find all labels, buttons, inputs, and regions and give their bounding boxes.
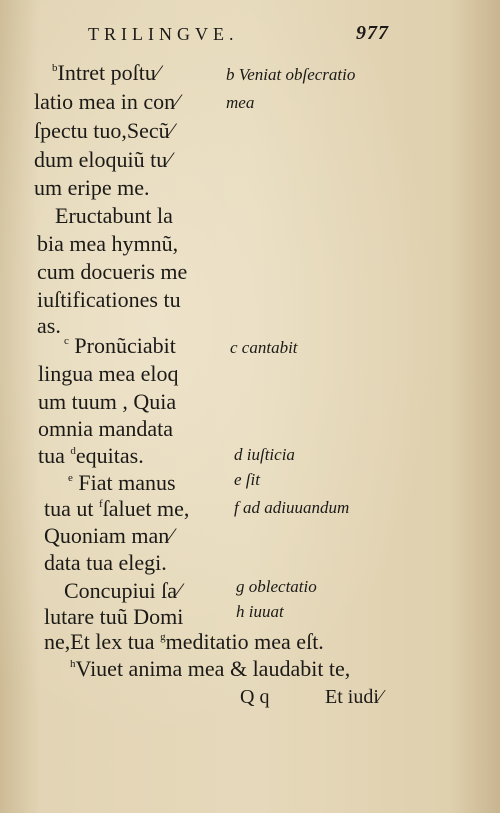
page-number: 977 (356, 22, 389, 44)
text-line: as. (37, 313, 61, 338)
text-line: bia mea hymnũ, (37, 231, 179, 256)
text-line: $^h$Viuet anima mea & laudabit te, (70, 656, 351, 681)
text-line: tua ut $^f$ſaluet me, (44, 496, 190, 521)
text-line: ne,Et lex tua $^g$meditatio mea eſt. (44, 629, 324, 654)
text-line: lutare tuũ Domi (44, 604, 184, 629)
marginal-gloss: g oblectatio (236, 577, 317, 596)
text-line: lingua mea eloq (38, 361, 179, 386)
text-line: dum eloquiũ tu⁄ (34, 147, 171, 172)
marginal-gloss: f ad adiuuandum (234, 498, 350, 517)
text-line: ſpectu tuo,Secũ⁄ (34, 118, 174, 143)
text-line: omnia mandata (38, 416, 174, 441)
text-line: Quoniam man⁄ (44, 523, 173, 548)
text-line: um tuum , Quia (38, 389, 177, 414)
running-head: TRILINGVE. (88, 24, 239, 44)
text-line: $^b$Intret poſtu⁄ (52, 60, 160, 85)
text-line: tua $^d$equitas. (38, 443, 144, 468)
marginal-gloss: b Veniat obſecratio (226, 65, 356, 84)
signature-mark: Q q (240, 686, 270, 708)
marginal-gloss: e ſit (234, 470, 260, 489)
marginal-gloss: c cantabit (230, 338, 298, 357)
text-line: latio mea in con⁄ (34, 89, 179, 114)
text-line: $^c$ Pronũciabit (64, 333, 176, 358)
marginal-gloss: mea (226, 93, 255, 112)
text-line: cum docueris me (37, 259, 188, 284)
text-line: iuſtificationes tu (37, 287, 181, 312)
text-line: Eructabunt la (55, 203, 173, 228)
text-line: $^e$ Fiat manus (68, 470, 176, 495)
marginal-gloss: h iuuat (236, 602, 284, 621)
text-line: Concupiui ſa⁄ (64, 578, 181, 603)
catchword: Et iudi⁄ (325, 686, 383, 708)
text-line: data tua elegi. (44, 550, 167, 575)
text-line: um eripe me. (34, 175, 150, 200)
marginal-gloss: d iuſticia (234, 445, 295, 464)
